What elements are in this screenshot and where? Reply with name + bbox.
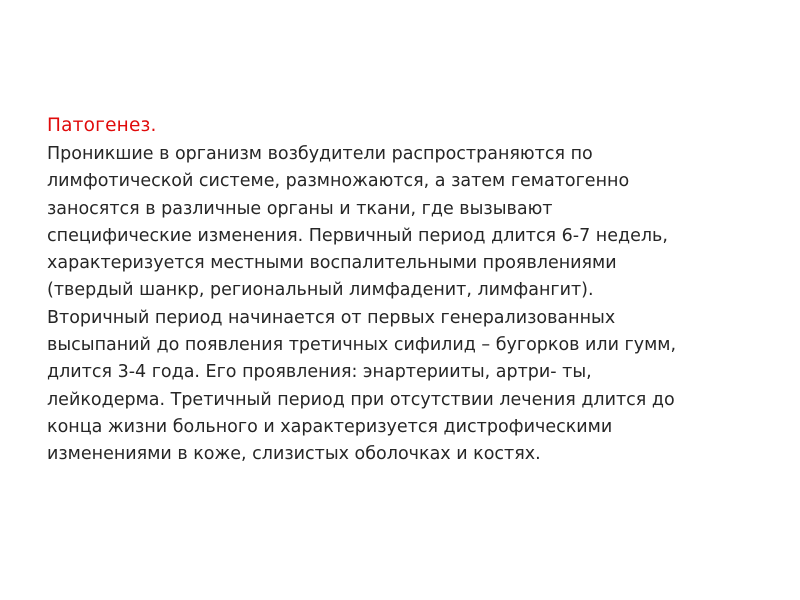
body-line: высыпаний до появления третичных сифилид – бугорков или гумм,: [47, 335, 677, 356]
body-line: заносятся в различные органы и ткани, где вызывают: [47, 198, 553, 219]
body-line: лейкодерма. Третичный период при отсутствии лечения длится до: [47, 389, 675, 410]
body-line: характеризуется местными воспалительными проявлениями: [47, 253, 617, 274]
slide-content: [47, 111, 787, 469]
body-line: лимфотической системе, размножаются, а затем гематогенно: [47, 171, 630, 192]
body-line: Вторичный период начинается от первых генерализованных: [47, 307, 616, 328]
body-line: конца жизни больного и характеризуется дистрофическими: [47, 416, 613, 437]
body-line: Проникшие в организм возбудители распространяются по: [47, 144, 593, 164]
body-line: длится 3-4 года. Его проявления: энартерииты, артри- ты,: [47, 362, 592, 383]
body-line: специфические изменения. Первичный период длится 6-7 недель,: [47, 225, 668, 246]
slide-title: Патогенез.: [47, 115, 157, 136]
body-line: изменениями в коже, слизистых оболочках и костях.: [47, 444, 541, 465]
body-line: (твердый шанкр, региональный лимфаденит, лимфангит).: [47, 280, 594, 301]
body-text: [47, 141, 787, 469]
